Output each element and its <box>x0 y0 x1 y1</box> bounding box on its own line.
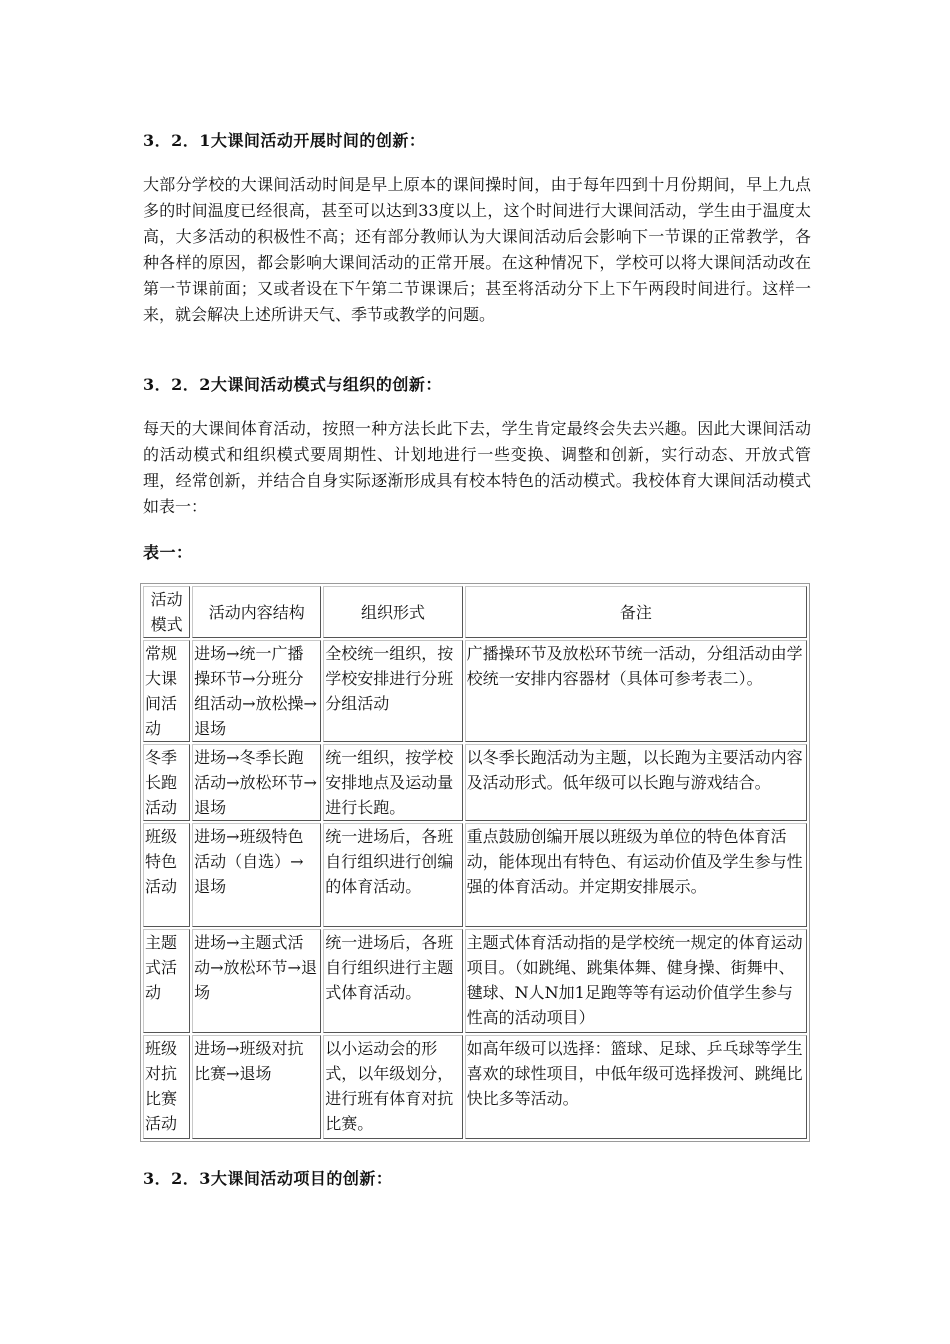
table-row <box>143 744 807 821</box>
table-cell-note: 如高年级可以选择：篮球、足球、乒乓球等学生喜欢的球性项目，中低年级可选择拨河、跳绳比快比多等活动。 <box>465 1035 807 1139</box>
section-heading-321: 3．2．1大课间活动开展时间的创新： <box>143 131 426 150</box>
table-caption: 表一： <box>143 543 193 562</box>
table-cell-mode: 常规大课间活动 <box>143 640 190 742</box>
table-header-cell: 活动内容结构 <box>192 586 321 638</box>
table-cell-note: 主题式体育活动指的是学校统一规定的体育运动项目。（如跳绳、跳集体舞、健身操、街舞中、毽球、N人N加1足跑等等有运动价值学生参与性高的活动项目） <box>465 929 807 1033</box>
table-header-cell: 活动模式 <box>143 586 190 638</box>
table-cell-organization: 全校统一组织，按学校安排进行分班分组活动 <box>323 640 462 742</box>
table-row <box>143 929 807 1033</box>
table-cell-structure: 进场→统一广播操环节→分班分组活动→放松操→退场 <box>192 640 321 742</box>
table-header-row <box>143 586 807 638</box>
section-heading-322: 3．2．2大课间活动模式与组织的创新： <box>143 375 442 394</box>
activity-mode-table <box>140 583 810 1142</box>
table-row <box>143 823 807 927</box>
section-paragraph-322: 每天的大课间体育活动，按照一种方法长此下去，学生肯定最终会失去兴趣。因此大课间活动的活动模式和组织模式要周期性、计划地进行一些变换、调整和创新，实行动态、开放式管理，经常创新，并结合自身实际逐渐形成具有校本特色的活动模式。我校体育大课间活动模式如表一： <box>143 419 811 516</box>
table-cell-structure: 进场→主题式活动→放松环节→退场 <box>192 929 321 1033</box>
table-cell-organization: 统一进场后，各班自行组织进行主题式体育活动。 <box>323 929 462 1033</box>
table-cell-note: 广播操环节及放松环节统一活动，分组活动由学校统一安排内容器材（具体可参考表二）。 <box>465 640 807 742</box>
table-cell-structure: 进场→班级特色活动（自选）→退场 <box>192 823 321 927</box>
table-cell-mode: 班级特色活动 <box>143 823 190 927</box>
table-header-cell: 组织形式 <box>323 586 462 638</box>
table-cell-organization: 统一进场后，各班自行组织进行创编的体育活动。 <box>323 823 462 927</box>
table-cell-note: 以冬季长跑活动为主题，以长跑为主要活动内容及活动形式。低年级可以长跑与游戏结合。 <box>465 744 807 821</box>
table-header-cell: 备注 <box>465 586 807 638</box>
table-row <box>143 1035 807 1139</box>
table-cell-note: 重点鼓励创编开展以班级为单位的特色体育活动，能体现出有特色、有运动价值及学生参与性强的体育活动。并定期安排展示。 <box>465 823 807 927</box>
table-cell-organization: 以小运动会的形式，以年级划分，进行班有体育对抗比赛。 <box>323 1035 462 1139</box>
table-cell-structure: 进场→班级对抗比赛→退场 <box>192 1035 321 1139</box>
table-cell-structure: 进场→冬季长跑活动→放松环节→退场 <box>192 744 321 821</box>
section-paragraph-321: 大部分学校的大课间活动时间是早上原本的课间操时间，由于每年四到十月份期间，早上九点多的时间温度已经很高，甚至可以达到33度以上，这个时间进行大课间活动，学生由于温度太高，大多活动的积极性不高；还有部分教师认为大课间活动后会影响下一节课的正常教学，各种各样的原因，都会影响大课间活动的正常开展。在这种情况下，学校可以将大课间活动改在第一节课前面；又或者设在下午第二节课课后；甚至将活动分下上下午两段时间进行。这样一来，就会解决上述所讲天气、季节或教学的问题。 <box>143 175 811 324</box>
section-heading-323: 3．2．3大课间活动项目的创新： <box>143 1169 393 1188</box>
table-cell-mode: 主题式活动 <box>143 929 190 1033</box>
table-cell-mode: 冬季长跑活动 <box>143 744 190 821</box>
table-cell-mode: 班级对抗比赛活动 <box>143 1035 190 1139</box>
table-row <box>143 640 807 742</box>
table-cell-organization: 统一组织，按学校安排地点及运动量进行长跑。 <box>323 744 462 821</box>
